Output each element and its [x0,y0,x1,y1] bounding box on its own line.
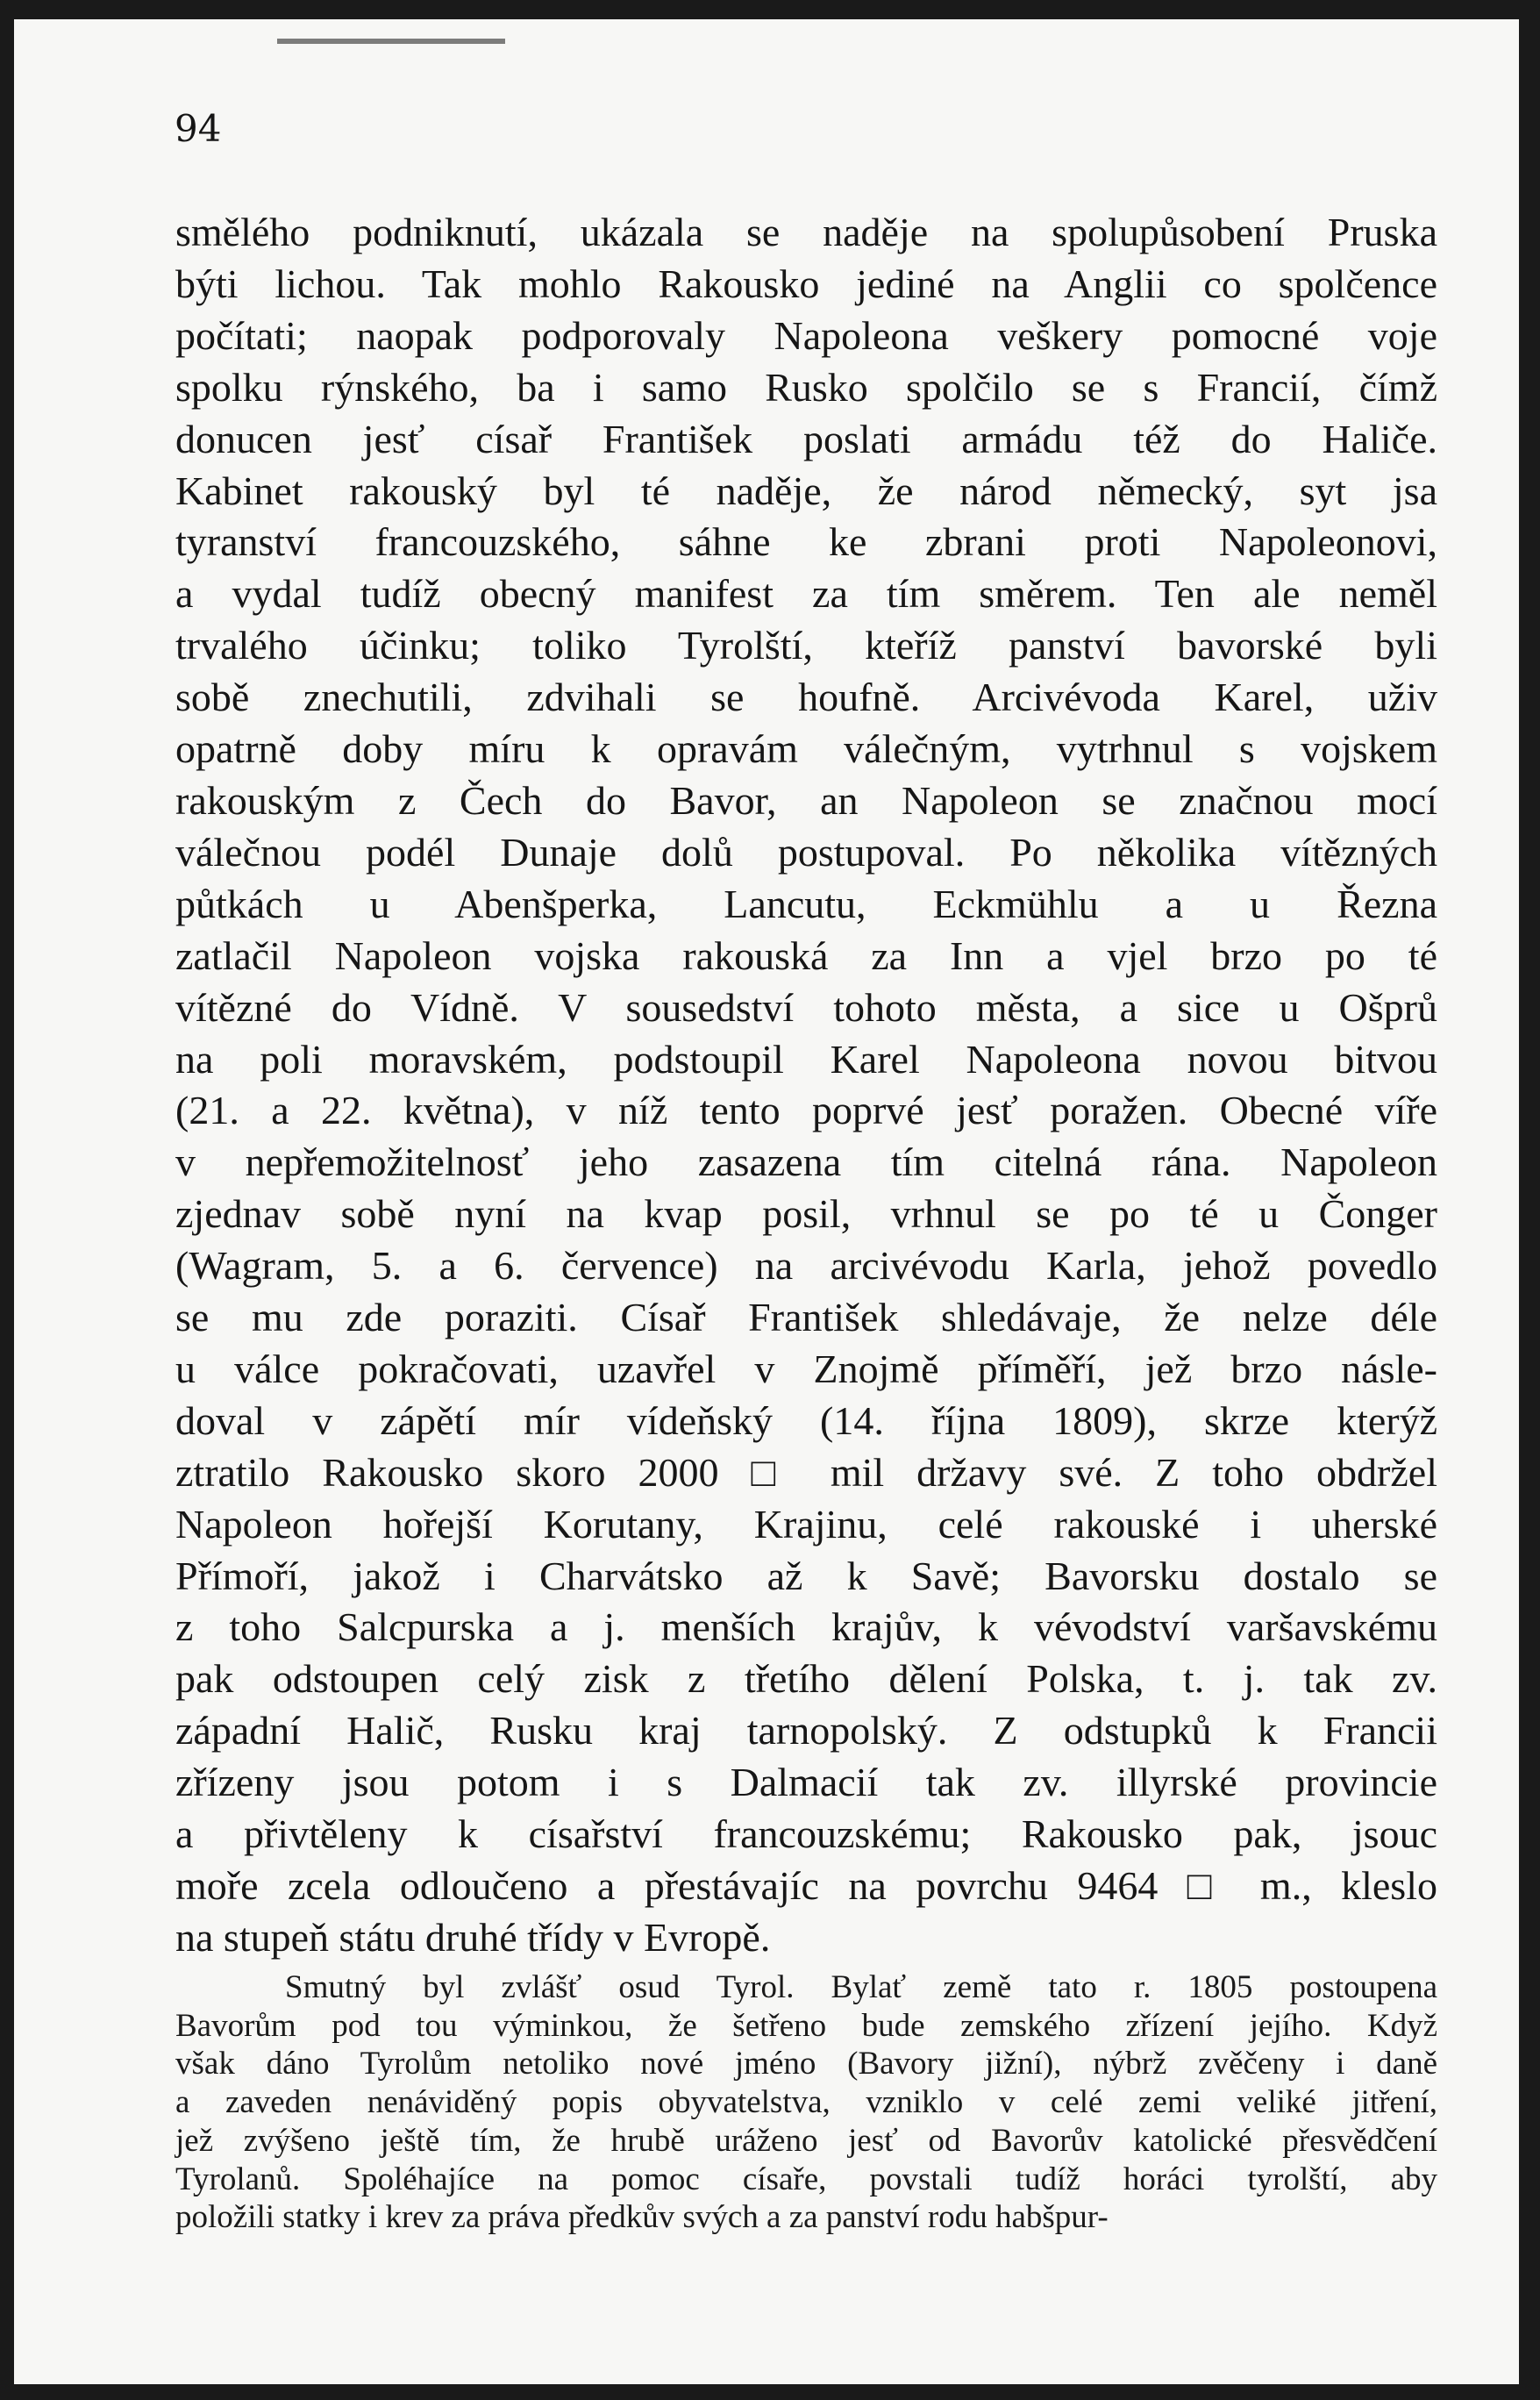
text-line: zřízeny jsou potom i s Dalmacií tak zv. illyrské provincie [175,1760,1437,1805]
text-line: v nepřemožitelnosť jeho zasazena tím citelná rána. Napoleon [175,1139,1437,1185]
text-line: na poli moravském, podstoupil Karel Napoleona novou bitvou [175,1036,1437,1082]
text-line: smělého podniknutí, ukázala se naděje na spolupůsobení Pruska [175,210,1437,254]
footnote-text [175,1968,1437,2237]
text-line: býti lichou. Tak mohlo Rakousko jediné na Anglii co spolčence [175,261,1437,306]
text-line: západní Halič, Rusku kraj tarnopolský. Z odstupků k Francii [175,1708,1437,1754]
text-line: sobě znechutili, zdvihali se houfně. Arcivévoda Karel, uživ [175,675,1437,720]
note-line: jež zvýšeno ještě tím, že hrubě uráženo jesť od Bavorův katolické přesvědčení [175,2122,1437,2159]
text-line: na stupeň státu druhé třídy v Evropě. [175,1914,771,1960]
text-line: spolku rýnského, ba i samo Rusko spolčilo se s Francií, čímž [175,364,1437,410]
text-line: opatrně doby míru k opravám válečným, vytrhnul s vojskem [175,726,1437,772]
text-line: vítězné do Vídně. V sousedství tohoto města, a sice u Ošprů [175,984,1437,1030]
text-line: a vydal tudíž obecný manifest za tím směrem. Ten ale neměl [175,571,1437,617]
text-line: pak odstoupen celý zisk z třetího dělení Polska, t. j. tak zv. [175,1656,1437,1702]
text-line: Napoleon hořejší Korutany, Krajinu, celé rakouské i uherské [175,1501,1437,1546]
text-line: Kabinet rakouský byl té naděje, že národ německý, syt jsa [175,468,1437,513]
text-line: trvalého účinku; toliko Tyrolští, kteříž panství bavorské byli [175,623,1437,668]
text-line: počítati; naopak podporovaly Napoleona veškery pomocné voje [175,312,1437,358]
note-line: a zaveden nenáviděný popis obyvatelstva, vzniklo v celé zemi veliké jitření, [175,2084,1437,2121]
scan-artifact [277,39,505,44]
text-line: z toho Salcpurska a j. menších krajův, k vévodství varšavskému [175,1604,1437,1650]
text-line: (21. a 22. května), v níž tento poprvé jesť poražen. Obecné víře [175,1088,1437,1133]
note-line: Tyrolanů. Spoléhajíce na pomoc císaře, povstali tudíž horáci tyrolští, aby [175,2161,1437,2197]
note-line: však dáno Tyrolům netoliko nové jméno (Bavory jižní), nýbrž zvěčeny i daně [175,2046,1437,2082]
text-line: (Wagram, 5. a 6. července) na arcivévodu Karla, jehož povedlo [175,1243,1437,1289]
text-line: zatlačil Napoleon vojska rakouská za Inn a vjel brzo po té [175,932,1437,978]
main-text [175,207,1437,1964]
text-line: zjednav sobě nyní na kvap posil, vrhnul se po té u Čonger [175,1191,1437,1237]
text-line: doval v zápětí mír vídeňský (14. října 1809), skrze kterýž [175,1397,1437,1443]
text-line: se mu zde poraziti. Císař František shledávaje, že nelze déle [175,1295,1437,1340]
text-line: moře zcela odloučeno a přestávajíc na povrchu 9464 □ m., kleslo [175,1863,1437,1908]
text-line: ztratilo Rakousko skoro 2000 □ mil državy své. Z toho obdržel [175,1449,1437,1495]
page-number: 94 [175,107,222,150]
text-line: u válce pokračovati, uzavřel v Znojmě příměří, jež brzo násle- [175,1346,1437,1391]
text-line: donucen jesť císař František poslati armádu též do Haliče. [175,416,1437,461]
text-line: tyranství francouzského, sáhne ke zbrani proti Napoleonovi, [175,519,1437,565]
text-line: rakouským z Čech do Bavor, an Napoleon se značnou mocí [175,777,1437,823]
text-line: Přímoří, jakož i Charvátsko až k Savě; Bavorsku dostalo se [175,1553,1437,1598]
book-page [14,19,1519,2384]
text-line: a přivtěleny k císařství francouzskému; Rakousko pak, jsouc [175,1811,1437,1857]
note-line: položili statky i krev za práva předkův svých a za panství rodu habšpur- [175,2199,1109,2236]
note-line: Bavorům pod tou výminkou, že šetřeno bude zemského zřízení jejího. Když [175,2007,1437,2044]
text-line: válečnou podél Dunaje dolů postupoval. Po několika vítězných [175,829,1437,875]
text-line: půtkách u Abenšperka, Lancutu, Eckmühlu a u Řezna [175,881,1437,926]
note-line: Smutný byl zvlášť osud Tyrol. Bylať země tato r. 1805 postoupena [285,1969,1437,2005]
